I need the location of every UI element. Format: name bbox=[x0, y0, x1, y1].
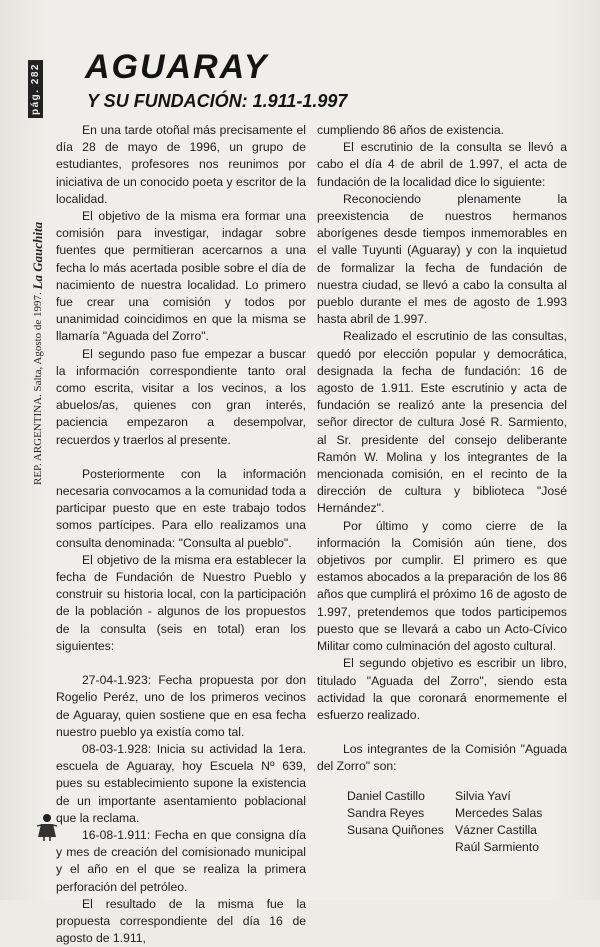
paragraph: 27-04-1.923: Fecha propuesta por don Rogelio Peréz, uno de los primeros vecinos de Aguaray, quien sostiene que en esa fecha nuestro pueblo ya existía como tal. bbox=[56, 673, 306, 739]
paragraph: El segundo paso fue empezar a buscar la información correspondiente tanto oral como escrita, visitar a los vecinos, a los abuelos/as, quienes con gran interés, paciencia empezaron a desempolvar, recuerdos y traerlos al presente. bbox=[56, 346, 306, 447]
member-name: Daniel Castillo bbox=[347, 788, 425, 803]
caption-prefix: REP. ARGENTINA. Salta, Agosto de 1997. bbox=[32, 292, 44, 485]
paragraph: En una tarde otoñal más precisamente el día 28 de mayo de 1996, un grupo de estudiantes, profesores nos reunimos por iniciativa de un conocido poeta y escritor de la localidad. bbox=[56, 123, 306, 206]
paragraph: Realizado el escrutinio de las consultas, quedó por elección popular y democrática, designada la fecha de fundación: 16 de agosto de 1.911. Este escrutinio y acta de fundación se realizó ante la presencia del señor director de cultura José R. Sarmiento, al Sr. presidente del consejo deliberante Ramón W. Molina y los integrantes de la mencionada comisión, en el recinto de la dirección de cultura y biblioteca "José Hernández". bbox=[317, 329, 567, 516]
paragraph: El escrutinio de la consulta se llevó a cabo el día 4 de abril de 1.997, el acta de fundación de la localidad dice lo siguiente: bbox=[317, 140, 567, 189]
member-name: Silvia Yaví bbox=[455, 788, 511, 803]
paragraph: Por último y como cierre de la información la Comisión aún tiene, dos objetivos por cumplir. El primero es que estamos abocados a la preparación de los 86 años que cumplirá el próximo 16 de agosto de 1.997, pretendemos que todos participemos puesto que se llevará a cabo un Acto-Cívico Militar como culminación del agosto cultural. bbox=[317, 518, 567, 654]
paragraph: 16-08-1.911: Fecha en que consigna día y mes de creación del comisionado municipal y el año en el que se realiza la primera perforación del petróleo. bbox=[56, 827, 306, 894]
side-caption bbox=[30, 125, 46, 485]
article-subtitle: Y SU FUNDACIÓN: 1.911-1.997 bbox=[87, 91, 348, 111]
right-column bbox=[317, 122, 567, 856]
member-name: Raúl Sarmiento bbox=[455, 840, 539, 855]
member-name: Sandra Reyes bbox=[347, 805, 425, 820]
left-column bbox=[56, 122, 306, 947]
paragraph: 08-03-1.928: Inicia su actividad la 1era. escuela de Aguaray, hoy Escuela Nº 639, pues su establecimiento supone la existencia de un importante asentamiento poblacional que la reclama. bbox=[56, 741, 306, 825]
member-name bbox=[347, 839, 455, 856]
member-name: Susana Quiñones bbox=[347, 822, 444, 837]
gauchita-figure-icon bbox=[35, 812, 59, 842]
article-title: AGUARAY bbox=[85, 48, 269, 86]
paragraph: El resultado de la misma fue la propuesta correspondiente del día 16 de agosto de 1.911, bbox=[56, 896, 306, 946]
paragraph: Reconociendo plenamente la preexistencia de nuestros hermanos aborígenes desde tiempos inmemorables en el valle Tuyunti (Aguaray) y con la inquietud de formalizar la fecha de fundación de nuestra ciudad, se llevó a cabo la consulta al pueblo durante el mes de agosto de 1.993 hasta abril de 1.997. bbox=[317, 191, 567, 327]
paragraph: Posteriormente con la información necesaria convocamos a la comunidad toda a participar puesto que en este trabajo todos somos partícipes. Para ello realizamos una consulta denominada: "Consulta al pueblo". bbox=[56, 466, 306, 550]
page-number: pág. 282 bbox=[28, 60, 43, 118]
caption-brand: La Gauchita bbox=[30, 221, 45, 290]
paragraph: El objetivo de la misma era establecer la fecha de Fundación de Nuestro Pueblo y construir su historia local, con la participación de la población - algunos de los propuestos de la consulta (seis en total) eran los siguientes: bbox=[56, 552, 306, 653]
member-name: Vázner Castilla bbox=[455, 822, 537, 837]
paragraph: El objetivo de la misma era formar una comisión para investigar, indagar sobre fuentes que permitieran acercarnos a una fecha lo más acertada posible sobre el día de nacimiento de nuestra localidad. Lo primero fue crear una comisión y todos por unanimidad coincidimos en que la misma se llamaría "Aguada del Zorro". bbox=[56, 209, 306, 344]
members-list bbox=[347, 788, 567, 857]
paragraph: Los integrantes de la Comisión "Aguada del Zorro" son: bbox=[317, 742, 567, 774]
paragraph: El segundo objetivo es escribir un libro, titulado "Aguada del Zorro", siendo esta actividad la que coronará enormemente el esfuerzo realizado. bbox=[317, 656, 567, 722]
paragraph: cumpliendo 86 años de existencia. bbox=[317, 123, 504, 137]
article-header bbox=[85, 48, 545, 112]
member-name: Mercedes Salas bbox=[455, 805, 543, 820]
